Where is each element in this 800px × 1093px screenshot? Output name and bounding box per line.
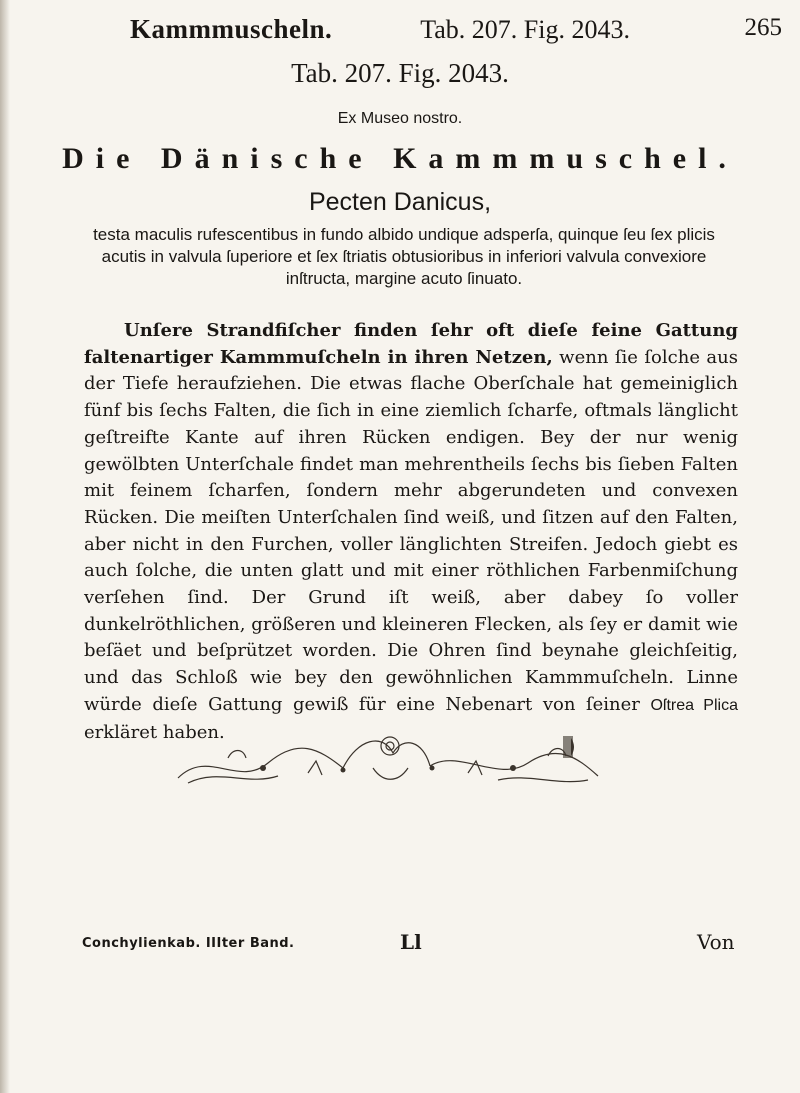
page-footer (0, 930, 800, 960)
floral-vignette-icon (168, 728, 608, 790)
signature-line: Conchylienkab. IIIter Band. (82, 936, 295, 951)
body-text-end: erkläret haben. (84, 721, 225, 743)
running-head-reference: Tab. 207. Fig. 2043. (420, 15, 630, 44)
latin-description: testa maculis rufescentibus in fundo albido undique adsperſa, quinque ſeu ſex plicis acutis in valvula ſuperiore et ſex ſtriatis obtusioribus in inferiori valvula convexiore inſtructa, margine acuto ſinuato. (93, 225, 715, 288)
body-text-main: wenn ſie ſolche aus der Tiefe heraufziehen. Die etwas flache Oberſchale hat gemeiniglich fünf bis ſechs Falten, die ſich in eine ziemlich ſcharfe, oftmals länglicht geſtreifte Kante auf ihren Rücken endigen. Bey der nur wenig gewölbten Unterſchale findet man mehrentheils ſechs bis ſieben Falten mit feinem ſcharfen, ſondern mehr abgerundeten und convexen Rücken. Die meiſten Unterſchalen ſind weiß, und ſitzen auf den Falten, aber nicht in den Furchen, voller länglichten Streifen. Jedoch giebt es auch ſolche, die unten glatt und mit einer röthlichen Farbenmiſchung verſehen ſind. Der Grund iſt weiß, aber dabey ſo voller dunkelröthlichen, größeren und kleineren Flecken, als ſey er damit wie beſäet und beſprützet worden. Die Ohren ſind beynahe gleichſeitig, und das Schloß wie bey den gewöhnlichen Kammmuſcheln. Linne würde dieſe Gattung gewiß für eine Nebenart von ſeiner (84, 346, 738, 715)
body-latin-reference: Oſtrea Plica (650, 696, 738, 714)
latin-species-title: Pecten Danicus, (308, 188, 492, 216)
german-species-title: Die Dänische Kammmuschel. (62, 142, 738, 175)
body-lead: Unſere Strandfiſcher finden ſehr oft dieſe feine Gattung faltenartiger Kammmuſcheln in ihren Netzen, (84, 320, 738, 368)
page-number: 265 (744, 14, 782, 41)
source-line: Ex Museo nostro. (337, 110, 463, 127)
running-head-title: Kammmuscheln. (130, 14, 333, 44)
plate-heading: Tab. 207. Fig. 2043. (291, 58, 509, 88)
sheet-mark: Ll (400, 930, 422, 954)
running-head (130, 14, 782, 45)
catchword: Von (697, 930, 735, 954)
body-paragraph (84, 318, 738, 746)
